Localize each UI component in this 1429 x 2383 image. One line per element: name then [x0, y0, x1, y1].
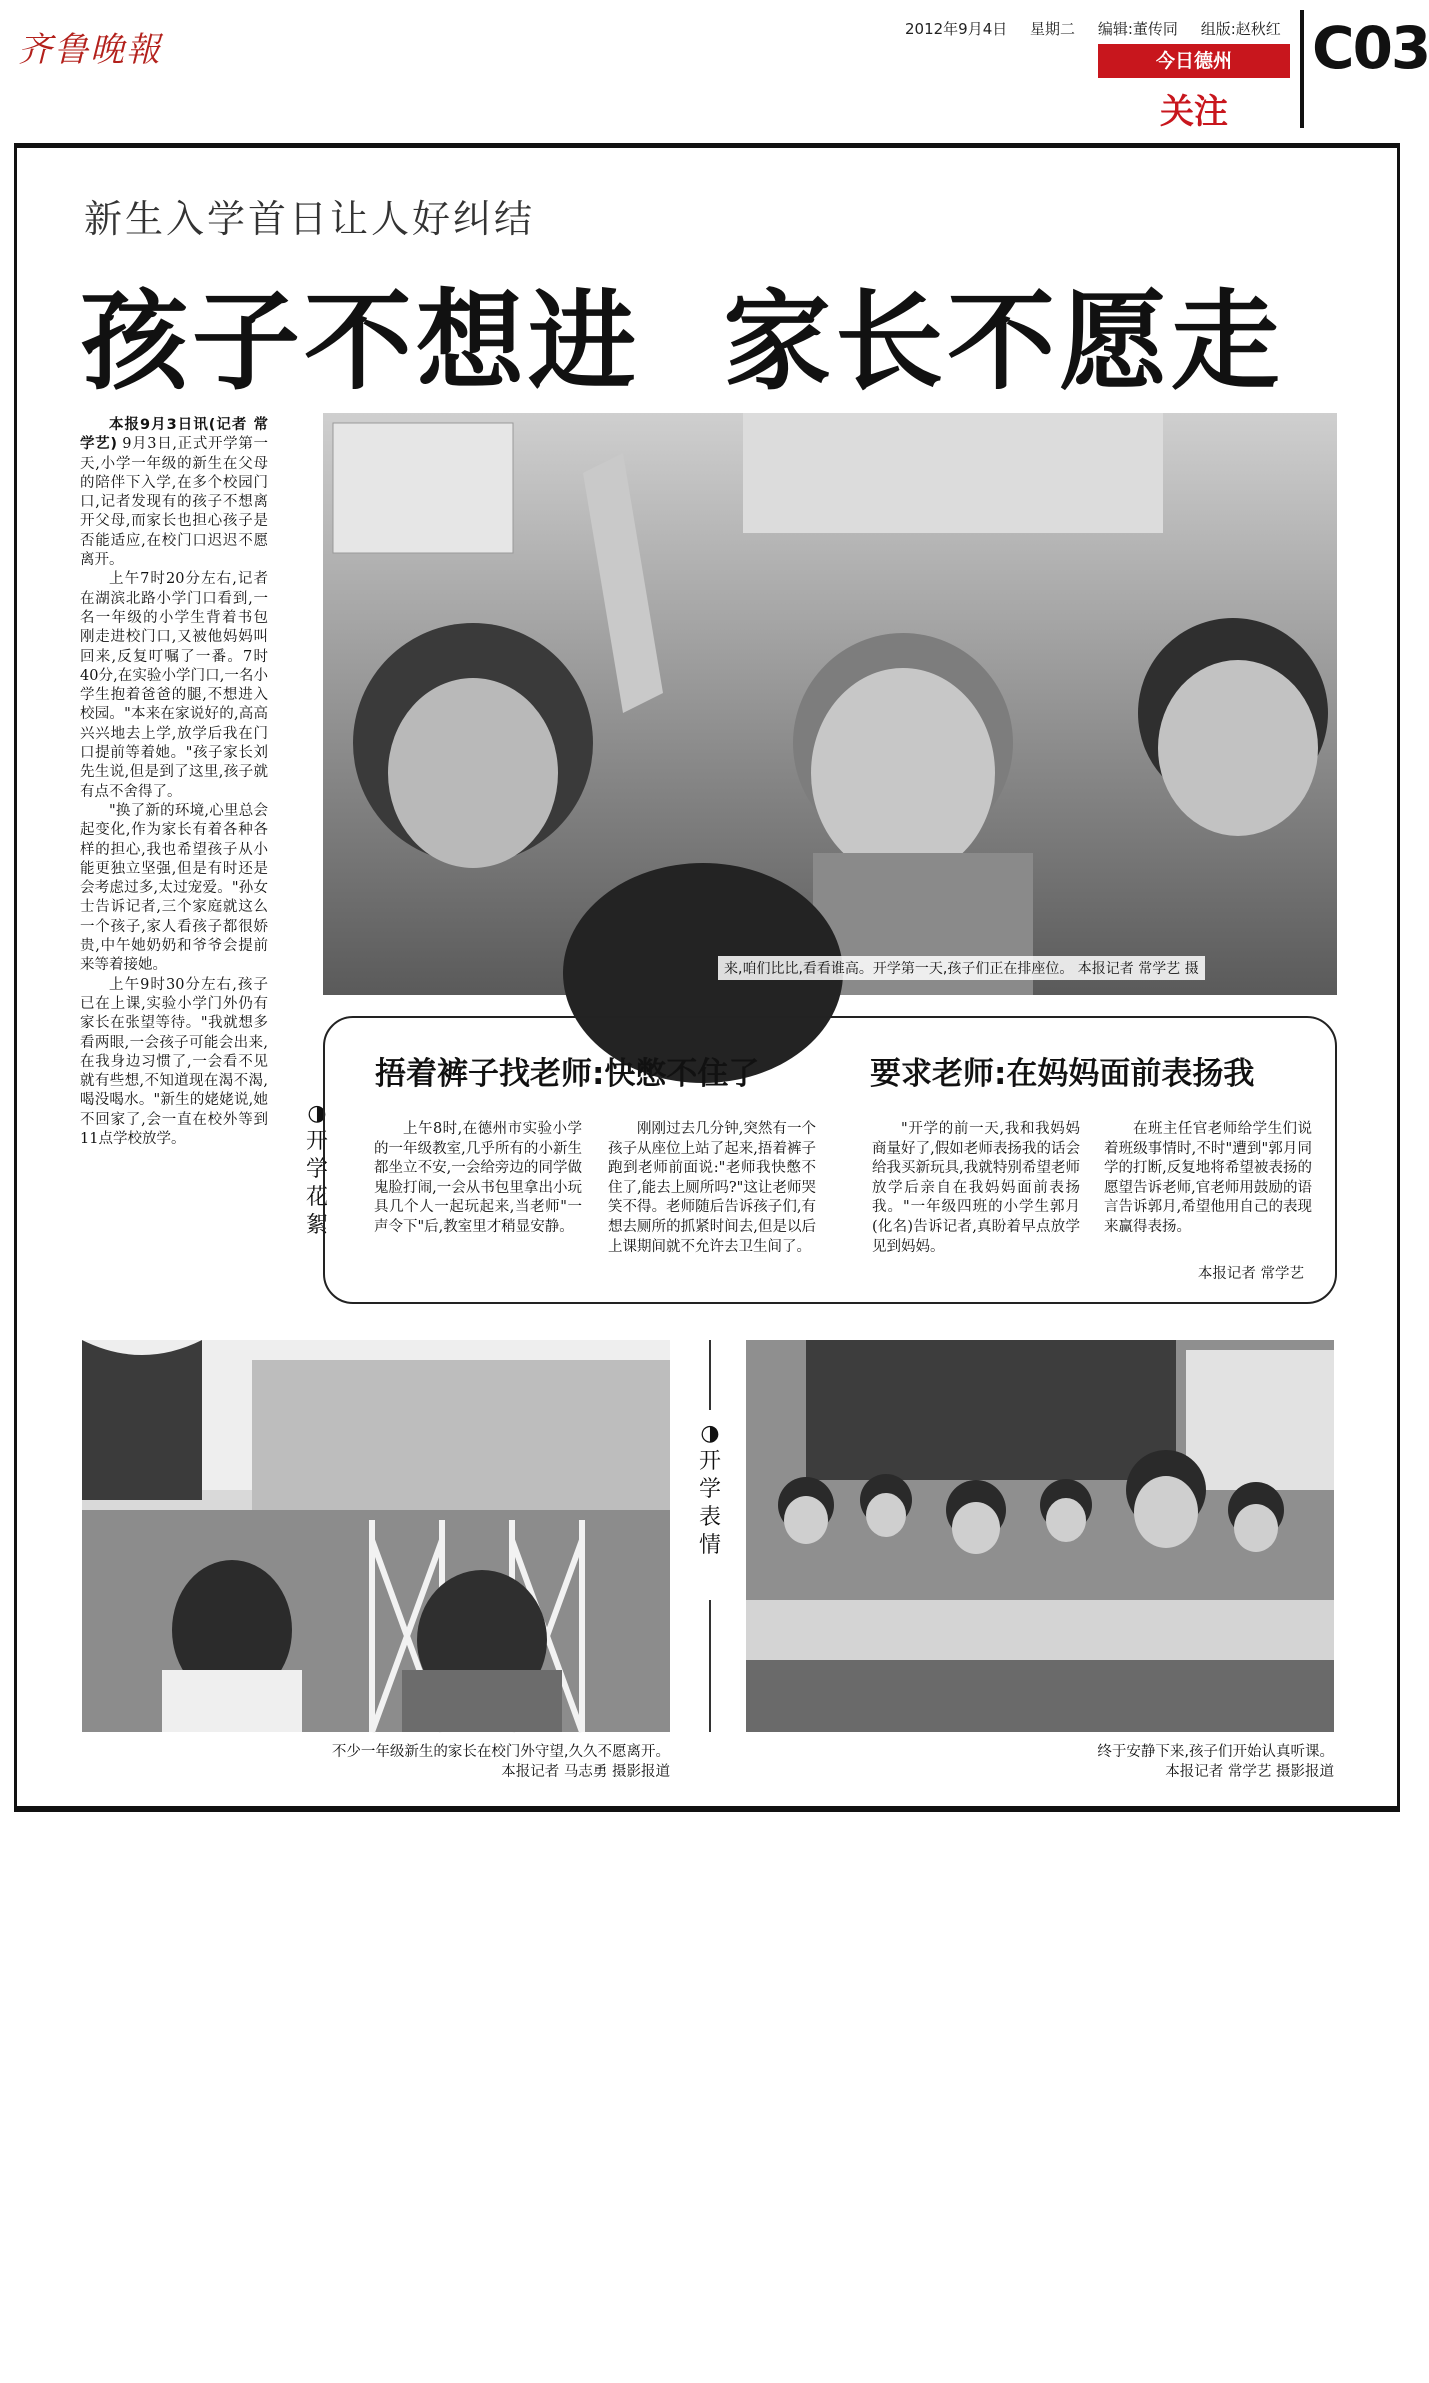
story2-col2: 在班主任官老师给学生们说着班级事情时,不时"遭到"郭月同学的打断,反复地将希望被表扬的愿望告诉老师,官老师用鼓励的语言告诉郭月,希望他用自己的表现来赢得表扬。	[1104, 1121, 1312, 1235]
classroom-photo	[746, 1340, 1334, 1732]
story1-col1: 上午8时,在德州市实验小学的一年级教室,几乎所有的小新生都坐立不安,一会给旁边的同学做鬼脸打闹,一会从书包里拿出小玩具几个人一起玩起来,当老师"一声令下"后,教室里才稍显安静。	[374, 1121, 582, 1235]
bottom-rule	[14, 1806, 1400, 1812]
story1-title: 捂着裤子找老师:快憋不住了	[375, 1056, 760, 1092]
article-body	[80, 416, 268, 1149]
masthead-divider	[1300, 10, 1304, 128]
issue-date: 2012年9月4日	[905, 20, 1008, 38]
main-photo-caption: 来,咱们比比,看看谁高。开学第一天,孩子们正在排座位。 本报记者 常学艺 摄	[718, 956, 1205, 980]
article-kicker: 新生入学首日让人好纠结	[84, 197, 536, 241]
article-dateline: 本报9月3日讯(记者 常学艺)	[80, 417, 268, 453]
story2-col1: "开学的前一天,我和我妈妈商量好了,假如老师表扬我的话会给我买新玩具,我就特别希望老师放学后亲自在我妈妈面前表扬我。"一年级四班的小学生郭月(化名)告诉记者,真盼着早点放学见到妈妈。	[872, 1121, 1080, 1255]
story2-byline: 本报记者 常学艺	[1197, 1266, 1304, 1282]
story1-col2: 刚刚过去几分钟,突然有一个孩子从座位上站了起来,捂着裤子跑到老师前面说:"老师我快憋不住了,能去上厕所吗?"这让老师哭笑不得。老师随后告诉孩子们,有想去厕所的抓紧时间去,但是以后上课期间就不允许去卫生间了。	[608, 1121, 816, 1255]
parents-photo	[82, 1340, 670, 1732]
editor-credit: 编辑:董传同	[1097, 20, 1178, 38]
expressions-label: ◑ 开学表情	[698, 1421, 721, 1558]
section-name: 关注	[1160, 92, 1228, 132]
divider-line	[709, 1340, 711, 1410]
article-paragraph: 上午9时30分左右,孩子已在上课,实验小学门外仍有家长在张望等待。"我就想多看两眼,一会孩子可能会出来,在我身边习惯了,一会看不见就有些想,不知道现在渴不渴,喝没喝水。"新生的姥姥说,她不回家了,会一直在校外等到11点学校放学。	[80, 976, 268, 1147]
classroom-photo-caption: 终于安静下来,孩子们开始认真听课。 本报记者 常学艺 摄影报道	[746, 1742, 1334, 1782]
half-circle-icon: ◑	[307, 1101, 327, 1126]
issue-weekday: 星期二	[1030, 20, 1076, 38]
sidebar-label: ◑ 开学花絮	[305, 1101, 328, 1238]
main-photo	[323, 413, 1337, 995]
page-number: C03	[1312, 14, 1429, 82]
article-paragraph: "换了新的环境,心里总会起变化,作为家长有着各种各样的担心,我也希望孩子从小能更独立坚强,但是有时还是会考虑过多,太过宠爱。"孙女士告诉记者,三个家庭就这么一个孩子,家人看孩子都很娇贵,中午她奶奶和爷爷会提前来等着接她。	[80, 802, 268, 974]
parents-photo-byline: 本报记者 马志勇 摄影报道	[501, 1764, 670, 1780]
classroom-photo-byline: 本报记者 常学艺 摄影报道	[1165, 1764, 1334, 1780]
page-meta	[905, 18, 1299, 39]
article-paragraph: 上午7时20分左右,记者在湖滨北路小学门口看到,一名一年级的小学生背着书包刚走进校门口,又被他妈妈叫回来,反复叮嘱了一番。7时40分,在实验小学门口,一名小学生抱着爸爸的腿,不想进入校园。"本来在家说好的,高高兴兴地去上学,放学后我在门口提前等着她。"孩子家长刘先生说,但是到了这里,孩子就有点不舍得了。	[80, 571, 268, 800]
newspaper-logo: 齐鲁晚報	[18, 30, 162, 70]
edition-label: 今日德州	[1098, 44, 1290, 78]
article-paragraph: 本报9月3日讯(记者 常学艺) 9月3日,正式开学第一天,小学一年级的新生在父母的陪伴下入学,在多个校园门口,记者发现有的孩子不想离开父母,而家长也担心孩子是否能适应,在校门口迟迟不愿离开。	[80, 417, 268, 569]
parents-photo-caption: 不少一年级新生的家长在校门外守望,久久不愿离开。 本报记者 马志勇 摄影报道	[82, 1742, 670, 1782]
designer-credit: 组版:赵秋红	[1200, 20, 1281, 38]
divider-line	[709, 1600, 711, 1732]
article-headline: 孩子不想进 家长不愿走	[80, 280, 1284, 405]
story2-title: 要求老师:在妈妈面前表扬我	[870, 1056, 1255, 1092]
half-circle-icon: ◑	[700, 1421, 720, 1446]
